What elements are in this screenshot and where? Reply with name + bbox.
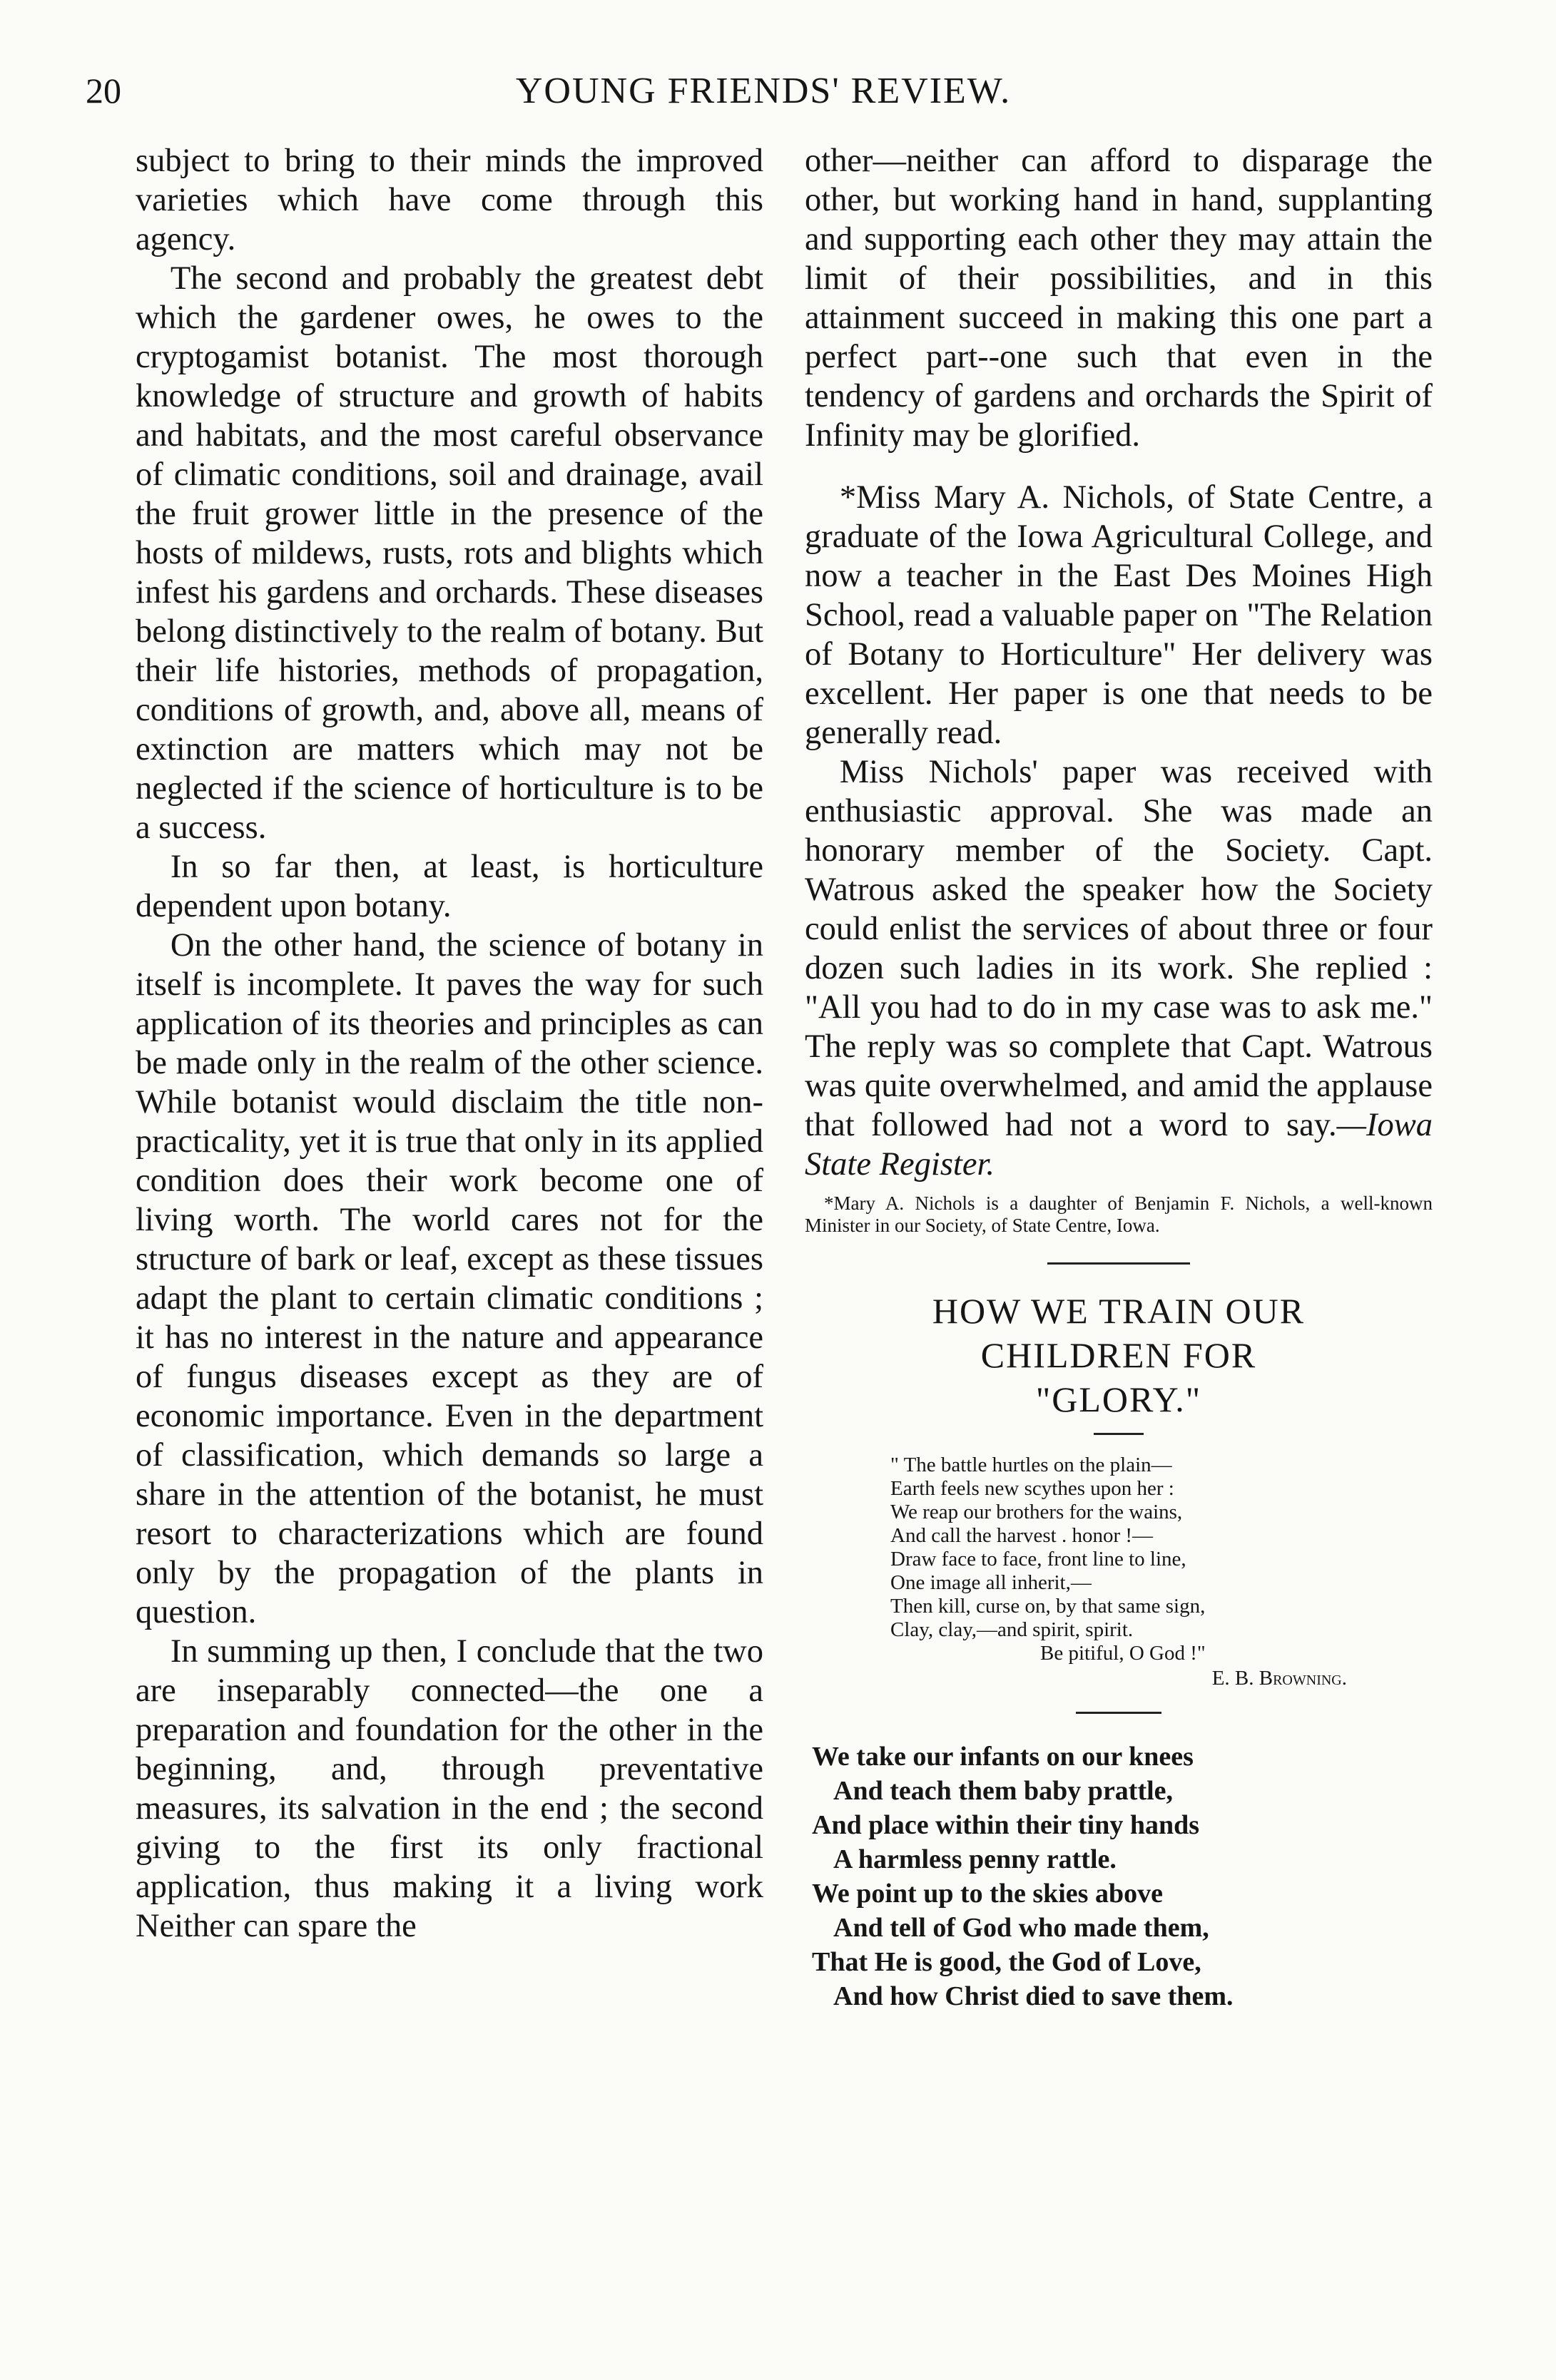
title-divider <box>1094 1433 1144 1435</box>
poem-line: And how Christ died to save them. <box>833 1981 1234 2011</box>
left-column <box>136 141 763 1946</box>
paragraph: In so far then, at least, is horticulture dependent upon botany. <box>136 849 763 924</box>
notice-paragraph: *Miss Mary A. Nichols, of State Centre, a graduate of the Iowa Agricultural College, and now a teacher in the East Des Moines High School, read a valuable paper on "The Relation of Botany to Horticulture" Her delivery was excellent. Her paper is one that needs to be generally read. <box>805 479 1433 751</box>
poem-line: And place within their tiny hands <box>812 1810 1200 1840</box>
notice-text: Miss Nichols' paper was received with enthusiastic approval. She was made an honorary member of the Society. Capt. Watrous asked the speaker how the Society could enlist the services of about three or four dozen such ladies in its work. She replied : "All you had to do in my case was to ask me." The reply was so complete that Capt. Watrous was quite overwhelmed, and amid the applause that followed had not a word to say. <box>805 754 1433 1143</box>
epigraph-line: Earth feels new scythes upon her : <box>890 1477 1174 1500</box>
epigraph-line: Then kill, curse on, by that same sign, <box>890 1595 1206 1618</box>
poem-divider <box>1076 1712 1161 1714</box>
section-divider <box>1047 1262 1190 1265</box>
epigraph-line: Be pitiful, O God !" <box>1040 1642 1206 1665</box>
source-credit: —Iowa State Register. <box>805 1107 1433 1183</box>
right-column <box>805 141 1433 2013</box>
poem-title-line: CHILDREN FOR <box>980 1335 1257 1375</box>
epigraph-author: E. B. Browning. <box>1211 1667 1347 1690</box>
poem-line: We point up to the skies above <box>812 1879 1163 1909</box>
epigraph-line: We reap our brothers for the wains, <box>890 1501 1183 1523</box>
paragraph: subject to bring to their minds the improved varieties which have come through this agency. <box>136 143 763 257</box>
notice-paragraph <box>805 752 1433 1184</box>
poem-line: That He is good, the God of Love, <box>812 1947 1201 1977</box>
poem-line: And teach them baby prattle, <box>833 1776 1174 1806</box>
paragraph: other—neither can afford to disparage the other, but working hand in hand, supplanting and supporting each other they may attain the limit of their possibilities, and in this attainment succeed in making this one part a perfect part--one such that even in the tendency of gardens and orchards the Spirit of Infinity may be glorified. <box>805 143 1433 454</box>
poem-title <box>805 1289 1433 1421</box>
poem-line: And tell of God who made them, <box>833 1913 1209 1943</box>
page-number: 20 <box>86 71 121 111</box>
poem-line: We take our infants on our knees <box>812 1742 1194 1772</box>
epigraph <box>890 1454 1347 1690</box>
epigraph-line: " The battle hurtles on the plain— <box>890 1454 1172 1476</box>
page-header <box>86 70 1441 120</box>
paragraph: On the other hand, the science of botany in itself is incomplete. It paves the way for such application of its theories and principles as can be made only in the realm of the other science. While botanist would disclaim the title non-practicality, yet it is true that only in its applied condition does their work become one of living worth. The world cares not for the structure of bark or leaf, except as these tissues adapt the plant to certain climatic conditions ; it has no interest in the nature and appearance of fungus diseases except as they are of economic importance. Even in the department of classification, which demands so large a share in the attention of the botanist, he must resort to characterizations which are found only by the propagation of the plants in question. <box>136 927 763 1630</box>
epigraph-line: Clay, clay,—and spirit, spirit. <box>890 1618 1134 1641</box>
footnote-text: *Mary A. Nichols is a daughter of Benjamin F. Nichols, a well-known Minister in our Society, of State Centre, Iowa. <box>805 1192 1433 1236</box>
poem-body <box>812 1740 1433 2013</box>
poem-title-line: HOW WE TRAIN OUR <box>932 1291 1306 1331</box>
paragraph: In summing up then, I conclude that the two are inseparably connected—the one a preparation and foundation for the other in the beginning, and, through preventative measures, its salvation in the end ; the second giving to the first its only fractional application, thus making it a living work Neither can spare the <box>136 1633 763 1944</box>
footnote <box>805 1192 1433 1237</box>
epigraph-line: One image all inherit,— <box>890 1571 1092 1594</box>
poem-title-line: "GLORY." <box>1035 1379 1202 1419</box>
epigraph-line: Draw face to face, front line to line, <box>890 1548 1186 1571</box>
epigraph-line: And call the harvest . honor !— <box>890 1524 1154 1547</box>
paragraph: The second and probably the greatest debt which the gardener owes, he owes to the cryptogamist botanist. The most thorough knowledge of structure and growth of habits and habitats, and the most careful observance of climatic conditions, soil and drainage, avail the fruit grower little in the presence of the hosts of mildews, rusts, rots and blights which infest his gardens and orchards. These diseases belong distinctively to the realm of botany. But their life histories, methods of propagation, conditions of growth, and, above all, means of extinction are matters which may not be neglected if the science of horticulture is to be a success. <box>136 260 763 846</box>
poem-line: A harmless penny rattle. <box>833 1844 1117 1874</box>
running-title: YOUNG FRIENDS' REVIEW. <box>515 71 1012 111</box>
